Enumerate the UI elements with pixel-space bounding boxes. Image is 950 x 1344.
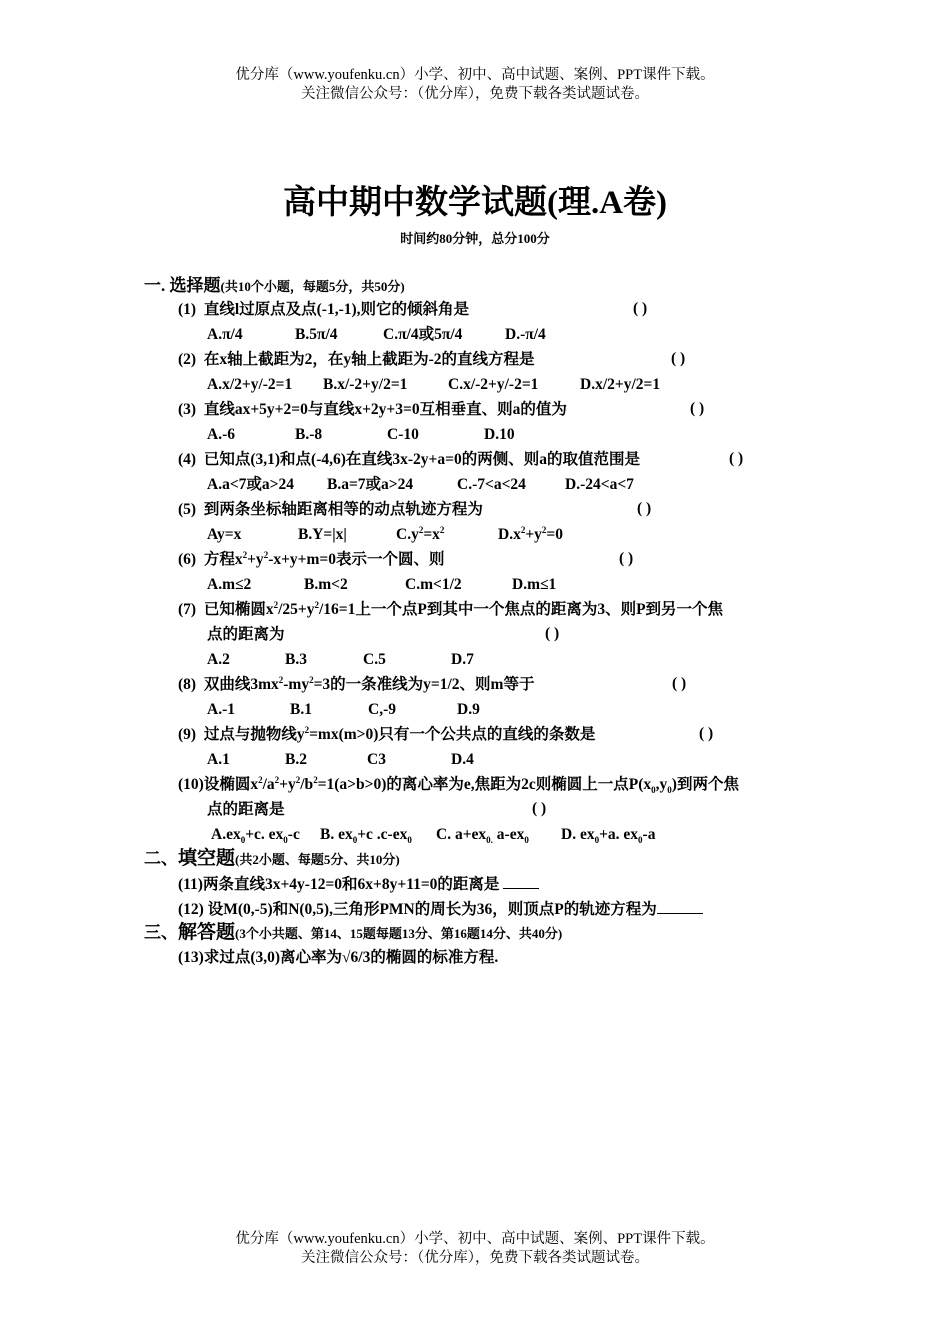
option-c: C.x/-2+y/-2=1: [448, 376, 539, 393]
option-a: A.-1: [207, 701, 235, 718]
question-12: [178, 899, 703, 920]
page-title: 高中期中数学试题(理.A卷): [282, 185, 668, 221]
option-a: A.-6: [207, 426, 235, 443]
question-1: [178, 300, 469, 320]
question-number: (5): [178, 501, 197, 518]
section-1-heading: [144, 275, 405, 298]
question-text: 已知点(3,1)和点(-4,6)在直线3x-2y+a=0的两侧、则a的取值范围是: [203, 451, 640, 468]
question-text: 两条直线3x+4y-12=0和6x+8y+11=0的距离是: [202, 876, 500, 893]
option-b: B.3: [285, 651, 307, 668]
option-b: B.Y=|x|: [298, 526, 347, 543]
question-8: (8) 双曲线$3mx^2-my^2=3$的一条准线为y=1/2、则m等于: [178, 674, 535, 693]
option-a: A.x/2+y/-2=1: [207, 376, 293, 393]
option-d: D.-π/4: [505, 326, 546, 343]
header-line-2: 关注微信公众号：（优分库），免费下载各类试题试卷。: [301, 86, 649, 102]
page-subtitle: 时间约80分钟，总分100分: [400, 231, 550, 246]
answer-blank[interactable]: [503, 874, 539, 889]
option-d: D.-24<a<7: [565, 476, 634, 493]
question-text: 在x轴上截距为2，在y轴上截距为-2的直线方程是: [203, 351, 535, 368]
question-number: (7): [178, 601, 197, 618]
question-number: (8): [178, 676, 197, 693]
footer-line-1: 优分库（www.youfenku.cn）小学、初中、高中试题、案例、PPT课件下载。: [235, 1231, 715, 1247]
option-a: A.π/4: [207, 326, 243, 343]
option-c: $C.y^2=x^2$: [396, 524, 445, 543]
question-13: [178, 948, 498, 968]
section-label: 二、: [144, 849, 178, 868]
question-3: [178, 400, 567, 420]
question-number: (11): [178, 876, 203, 893]
question-number: (9): [178, 726, 197, 743]
option-d: D. $ex_0+a$. $ex_0-a$: [561, 826, 656, 846]
section-label: 一. 选择题: [144, 276, 221, 295]
option-c: C.5: [363, 651, 386, 668]
question-6: (6) 方程$x^2+y^2-x+y+m=0$表示一个圆、则: [178, 549, 445, 568]
option-b: B.m<2: [304, 576, 348, 593]
question-10: (10)设椭圆$x^2/a^2+y^2/b^2=1(a>b>0)$的离心率为e,焦距为2c则椭圆上一点$P(x_0,y_0)$到两个焦: [178, 774, 739, 796]
option-d: D.4: [451, 751, 474, 768]
section-label: 三、: [144, 923, 178, 942]
question-number: (1): [178, 301, 197, 318]
section-title: 填空题: [178, 848, 236, 869]
section-2-heading: [144, 848, 400, 871]
question-text: 直线l过原点及点(-1,-1),则它的倾斜角是: [203, 301, 470, 318]
answer-bracket: ( ): [672, 675, 687, 692]
question-5: [178, 500, 483, 520]
question-number: (12): [178, 901, 204, 918]
answer-bracket: ( ): [633, 300, 648, 317]
question-11: [178, 874, 539, 895]
option-d: D.7: [451, 651, 474, 668]
option-d: D.9: [457, 701, 480, 718]
option-a: Ay=x: [207, 526, 242, 543]
question-number: (13): [178, 949, 204, 966]
question-10-continuation: 点的距离是: [207, 801, 285, 818]
option-a: A.a<7或a>24: [207, 476, 294, 493]
option-a: A.1: [207, 751, 230, 768]
question-number: (10): [178, 776, 204, 793]
answer-bracket: ( ): [729, 450, 744, 467]
header-line-1: 优分库（www.youfenku.cn）小学、初中、高中试题、案例、PPT课件下载。: [235, 67, 715, 83]
section-note: (共10个小题，每题5分，共50分): [220, 279, 405, 294]
option-c: C3: [367, 751, 386, 768]
option-b: B.2: [285, 751, 307, 768]
question-text: 设M(0,-5)和N(0,5),三角形PMN的周长为36，则顶点P的轨迹方程为: [207, 901, 657, 918]
question-text: 求过点(3,0)离心率为√6/3的椭圆的标准方程.: [203, 949, 499, 966]
question-4: [178, 450, 640, 470]
option-d: D.10: [484, 426, 515, 443]
question-9: (9) 过点与抛物线$y^2=mx(m>0)$只有一个公共点的直线的条数是: [178, 724, 596, 743]
answer-blank[interactable]: [657, 899, 703, 914]
option-c: C.m<1/2: [405, 576, 462, 593]
option-c: C-10: [387, 426, 419, 443]
question-7-continuation: 点的距离为: [207, 626, 285, 643]
option-b: B.x/-2+y/2=1: [323, 376, 408, 393]
option-b: B.5π/4: [295, 326, 338, 343]
option-d: $D.x^2+y^2=0$: [498, 524, 564, 543]
option-b: B.-8: [295, 426, 323, 443]
option-a: A.m≤2: [207, 576, 252, 593]
option-c: C.π/4或5π/4: [383, 326, 463, 343]
option-a: A.2: [207, 651, 230, 668]
question-text: 到两条坐标轴距离相等的动点轨迹方程为: [203, 501, 483, 518]
answer-bracket: ( ): [637, 500, 652, 517]
option-b: B.a=7或a>24: [327, 476, 414, 493]
option-c: C.-7<a<24: [457, 476, 526, 493]
question-number: (6): [178, 551, 197, 568]
answer-bracket: ( ): [619, 550, 634, 567]
answer-bracket: ( ): [699, 725, 714, 742]
option-b: B. $ex_0+c$ $.c-ex_0$: [320, 826, 412, 846]
answer-bracket: ( ): [671, 350, 686, 367]
question-number: (3): [178, 401, 197, 418]
answer-bracket: ( ): [690, 400, 705, 417]
question-7: (7) 已知椭圆$x^2/25+y^2/16=1$上一个点P到其中一个焦点的距离为3、则P到另一个焦: [178, 599, 724, 618]
option-d: D.m≤1: [512, 576, 557, 593]
section-note: (3个小共题、第14、15题每题13分、第16题14分、共40分): [235, 926, 563, 941]
footer-line-2: 关注微信公众号：（优分库），免费下载各类试题试卷。: [301, 1250, 649, 1266]
option-c: C. $a+ex_{0.}$ $a-ex_0$: [436, 826, 529, 846]
option-a: $A.ex_0+c$. $ex_0-c$: [211, 826, 300, 846]
section-title: 解答题: [178, 922, 236, 943]
option-b: B.1: [290, 701, 312, 718]
option-c: C,-9: [368, 701, 396, 718]
question-number: (4): [178, 451, 197, 468]
answer-bracket: ( ): [532, 800, 547, 817]
question-text: 直线ax+5y+2=0与直线x+2y+3=0互相垂直、则a的值为: [203, 401, 567, 418]
section-note: (共2小题、每题5分、共10分): [235, 852, 400, 867]
question-2: [178, 350, 535, 370]
question-number: (2): [178, 351, 197, 368]
section-3-heading: [144, 922, 562, 945]
option-d: D.x/2+y/2=1: [580, 376, 661, 393]
answer-bracket: ( ): [545, 625, 560, 642]
